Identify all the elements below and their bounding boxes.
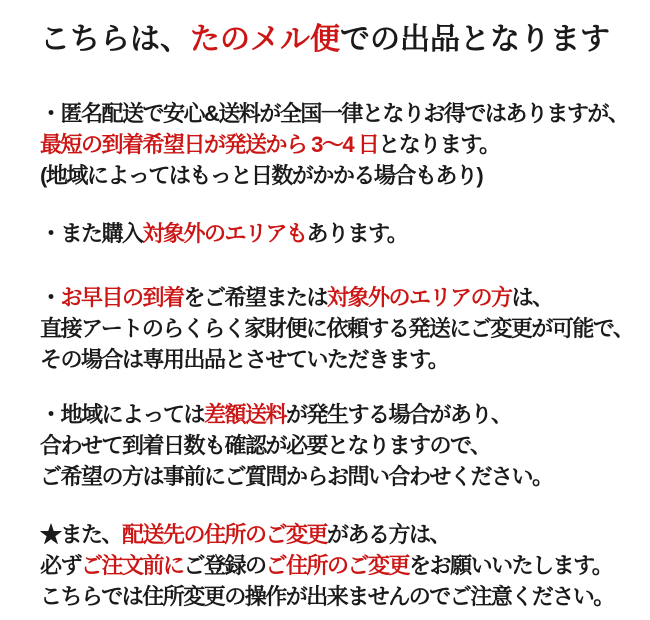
text-line [40, 519, 644, 550]
text-segment-highlight: 配送先の住所のご変更 [122, 522, 328, 547]
text-segment-highlight: 対象外のエリアの方 [327, 285, 512, 310]
para-extra-shipping-fee [40, 399, 644, 492]
text-segment-highlight: お早目の到着 [60, 285, 184, 310]
text-segment: をお願いいたします。 [409, 553, 613, 578]
text-segment: ★また、 [40, 522, 123, 547]
text-segment-highlight: ご注文前に [81, 553, 184, 578]
text-segment-highlight: ご住所のご変更 [265, 553, 410, 578]
text-segment-highlight: 差額送料 [204, 402, 287, 427]
text-segment: は、 [511, 285, 553, 310]
text-segment: ・ [40, 285, 61, 310]
text-line [40, 313, 644, 344]
text-segment: ・また購入 [40, 221, 143, 246]
text-segment: その場合は専用出品とさせていただきます。 [40, 347, 449, 372]
para-early-arrival-alternative-shipping [40, 282, 644, 375]
para-anonymous-shipping-delivery-time [40, 98, 644, 191]
text-line [40, 344, 644, 375]
text-segment: (地域によってはもっと日数がかかる場合もあり) [40, 163, 483, 188]
text-line [40, 98, 644, 129]
text-segment: 直接アートのらくらく家財便に依頼する発送にご変更が可能で、 [40, 316, 634, 341]
text-segment-highlight: 対象外のエリアも [142, 221, 307, 246]
text-segment: ・地域によっては [40, 402, 205, 427]
text-line [40, 129, 644, 160]
text-segment: ご希望の方は事前にご質問からお問い合わせください。 [40, 464, 553, 489]
text-segment: が発生する場合があり、 [286, 402, 512, 427]
text-line [40, 282, 644, 313]
text-line [40, 550, 644, 581]
text-segment: ・匿名配送で安心&送料が全国一律となりお得ではありますが、 [40, 101, 629, 126]
title-segment: こちらは、 [40, 23, 190, 56]
title-segment-highlight: たのメル便 [190, 23, 340, 56]
text-segment-highlight: 最短の到着希望日が発送から 3〜4 日 [40, 132, 379, 157]
para-address-change-notice [40, 519, 644, 612]
text-segment: あります。 [306, 221, 408, 246]
text-line [40, 218, 644, 249]
text-segment: がある方は、 [327, 522, 451, 547]
text-segment: をご希望または [183, 285, 328, 310]
text-line [40, 461, 644, 492]
title-segment: での出品となります [340, 23, 610, 56]
text-line [40, 430, 644, 461]
text-line [40, 160, 644, 191]
text-line [40, 399, 644, 430]
text-segment: 必ず [40, 553, 82, 578]
text-segment: こちらでは住所変更の操作が出来ませんのでご注意ください。 [40, 584, 614, 609]
text-segment: となります。 [378, 132, 500, 157]
para-excluded-areas [40, 218, 644, 249]
page-title [40, 20, 644, 60]
text-segment: ご登録の [183, 553, 266, 578]
text-segment: 合わせて到着日数も確認が必要となりますので、 [40, 433, 491, 458]
text-line [40, 581, 644, 612]
